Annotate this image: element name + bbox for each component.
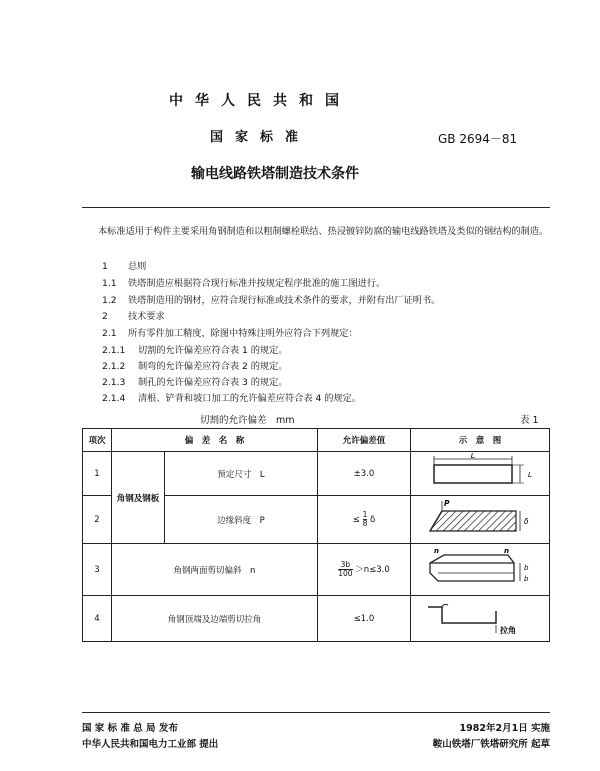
footer-drafter: 鞍山铁塔厂铁塔研究所 起草 bbox=[432, 739, 550, 750]
section-number: 1.1 bbox=[102, 278, 117, 289]
row-name: 角钢顶端及边端剪切拉角 bbox=[112, 596, 318, 642]
row-value bbox=[318, 544, 411, 596]
footer-proposer: 中华人民共和国电力工业部 提出 bbox=[82, 739, 219, 750]
section-number: 2 bbox=[102, 311, 108, 322]
fraction-numerator: 3b bbox=[338, 561, 352, 570]
section-number: 2.1.4 bbox=[102, 393, 126, 404]
fraction-denominator: 100 bbox=[338, 569, 353, 578]
row-no: 2 bbox=[83, 496, 112, 544]
section-text: 制弯的允许偏差应符合表 2 的规定。 bbox=[138, 361, 288, 372]
section-1 bbox=[102, 258, 146, 272]
row-no: 3 bbox=[83, 544, 112, 596]
shear-skew-diagram bbox=[420, 545, 540, 591]
diagram-label-n-left: n bbox=[434, 547, 439, 555]
value-suffix: ＞n≤3.0 bbox=[355, 565, 390, 575]
document-title: 输电线路铁塔制造技术条件 bbox=[191, 166, 359, 182]
section-2-1-2 bbox=[102, 358, 288, 372]
row-diagram-3 bbox=[411, 544, 550, 596]
value-suffix: δ bbox=[370, 515, 376, 525]
group-label: 角钢及钢板 bbox=[112, 452, 165, 544]
diagram-label-lajiao: 拉角 bbox=[500, 626, 516, 635]
row-no: 4 bbox=[83, 596, 112, 642]
section-text: 技术要求 bbox=[128, 311, 165, 322]
section-text: 制孔的允许偏差应符合表 3 的规定。 bbox=[138, 377, 288, 388]
section-number: 2.1.2 bbox=[102, 361, 126, 372]
diagram-label-delta: δ bbox=[524, 517, 529, 526]
footer-effective-date: 1982年2月1日 实施 bbox=[459, 723, 550, 734]
diagram-label-b-top: b bbox=[524, 564, 529, 572]
section-text: 切割的允许偏差应符合表 1 的规定。 bbox=[138, 345, 288, 356]
corner-drag-diagram bbox=[420, 597, 540, 637]
edge-bevel-diagram bbox=[420, 497, 540, 539]
value-fraction bbox=[363, 511, 368, 528]
section-number: 1.2 bbox=[102, 295, 117, 306]
table-row bbox=[83, 452, 550, 496]
diagram-label-L-side: L bbox=[528, 471, 532, 479]
standard-type-heading: 国家标准 bbox=[209, 130, 310, 145]
section-number: 2.1.3 bbox=[102, 377, 126, 388]
intro-paragraph: 本标准适用于构件主要采用角钢制造和以粗制螺栓联结、热浸镀锌防腐的输电线路铁塔及类似的钢结构的制造。 bbox=[98, 226, 549, 237]
table-caption: 切割的允许偏差 mm bbox=[200, 415, 295, 426]
fraction-denominator: 8 bbox=[362, 519, 368, 528]
row-diagram-1 bbox=[411, 452, 550, 496]
table-row bbox=[83, 596, 550, 642]
header-divider bbox=[82, 207, 550, 208]
row-diagram-4 bbox=[411, 596, 550, 642]
diagram-label-P: P bbox=[444, 499, 450, 508]
section-text: 总则 bbox=[128, 261, 147, 272]
row-value: ≤1.0 bbox=[318, 596, 411, 642]
footer-divider bbox=[82, 712, 550, 713]
section-2-1-3 bbox=[102, 374, 288, 388]
section-text: 铁塔制造用的钢材，应符合现行标准或技术条件的要求，并附有出厂证明书。 bbox=[128, 295, 441, 306]
section-2-1-4 bbox=[102, 390, 361, 404]
row-name: 预定尺寸 L bbox=[165, 452, 318, 496]
section-text: 铁塔制造应根据符合现行标准并按规定程序批准的施工图进行。 bbox=[128, 278, 386, 289]
table-header-row bbox=[83, 429, 550, 452]
table-label: 表 1 bbox=[520, 415, 539, 426]
country-heading: 中华人民共和国 bbox=[169, 93, 351, 109]
row-no: 1 bbox=[83, 452, 112, 496]
row-value: ±3.0 bbox=[318, 452, 411, 496]
header-value: 允许偏差值 bbox=[318, 429, 411, 452]
value-fraction bbox=[338, 561, 352, 578]
section-2 bbox=[102, 308, 165, 322]
table-row bbox=[83, 544, 550, 596]
section-number: 1 bbox=[102, 261, 108, 272]
header-no: 项次 bbox=[83, 429, 112, 452]
section-text: 所有零件加工精度，除图中特殊注明外应符合下列规定： bbox=[128, 328, 358, 339]
section-2-1-1 bbox=[102, 342, 288, 356]
tolerance-table bbox=[82, 428, 550, 642]
diagram-label-b-bottom: b bbox=[524, 575, 529, 583]
row-name: 边缘斜度 P bbox=[165, 496, 318, 544]
section-number: 2.1.1 bbox=[102, 345, 126, 356]
header-name: 偏 差 名 称 bbox=[112, 429, 318, 452]
diagram-label-n-right: n bbox=[504, 547, 509, 555]
section-1-2 bbox=[102, 292, 440, 306]
section-2-1 bbox=[102, 325, 358, 339]
row-diagram-2 bbox=[411, 496, 550, 544]
row-value bbox=[318, 496, 411, 544]
diagram-label-L: L bbox=[470, 453, 476, 460]
footer-publisher: 国 家 标 准 总 局 发布 bbox=[82, 723, 178, 734]
fraction-numerator: 1 bbox=[362, 510, 368, 519]
section-1-1 bbox=[102, 275, 385, 289]
plate-length-diagram bbox=[420, 453, 540, 491]
standard-number: GB 2694－81 bbox=[438, 132, 518, 146]
section-number: 2.1 bbox=[102, 328, 117, 339]
header-diagram: 示 意 图 bbox=[411, 429, 550, 452]
section-text: 清根、铲背和坡口加工的允许偏差应符合表 4 的规定。 bbox=[138, 393, 361, 404]
row-name: 角钢两面剪切偏斜 n bbox=[112, 544, 318, 596]
value-prefix: ≤ bbox=[352, 515, 360, 525]
